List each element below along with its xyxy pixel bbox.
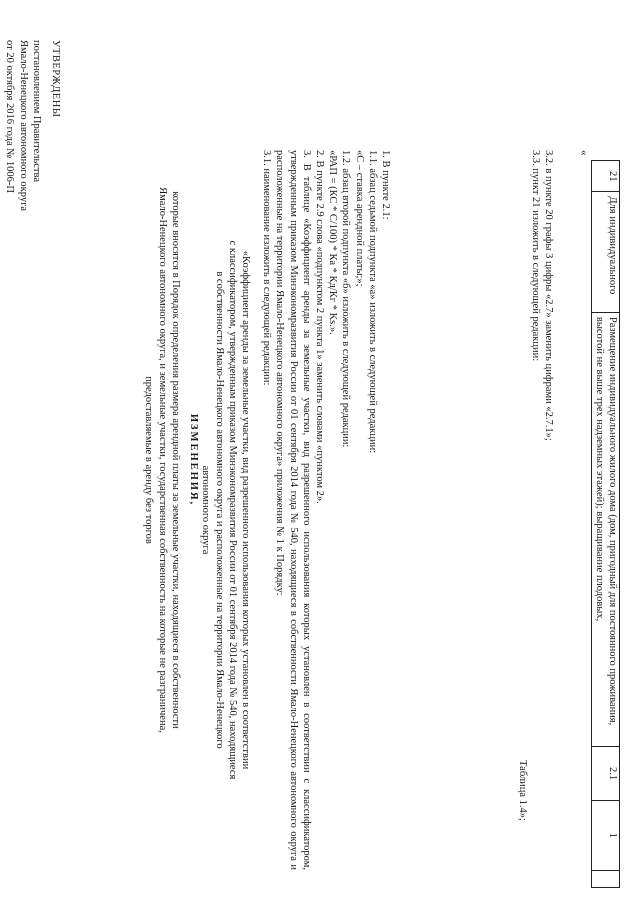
row-empty-cell xyxy=(592,870,620,887)
opening-quote-mark: « xyxy=(578,150,590,156)
quoted-name-block xyxy=(199,150,252,870)
approval-line: Ямало-Ненецкого автономного округа xyxy=(18,40,29,212)
quote-line: автономного округа xyxy=(200,465,212,555)
row-description-cell: Размещение индивидуального жилого дома (дом, пригодный для постоянного проживания, высотой не выше трех надземных этажей); выращивание плодовых, xyxy=(592,312,620,746)
paragraph-3-1: 3.1. наименование изложить в следующей редакции: xyxy=(261,150,273,386)
paragraph-3: 3. В таблице «Коэффициент аренды за земельные участки, вид разрешенного использования которых установлен в соответствии с классификатором, утвержденным приказом Минэкономразвития России от 01 сентября 2014 года № 540, находящиеся в собственности Ямало-Ненецкого автономного округа и расположенные на территории Ямало-Ненецкого автономного округа» приложения № 1 к Порядку: xyxy=(274,150,312,870)
row-value-cell: 1 xyxy=(592,800,620,870)
document-title: ИЗМЕНЕНИЯ, xyxy=(188,413,199,507)
quote-line: с классификатором, утвержденным приказом Минэкономразвития России от 01 сентября 2014 года № 540, находящиеся xyxy=(226,240,238,780)
quote-line: в собственности Ямало-Ненецкого автономного округа и расположенные на территории Ямало-Ненецкого xyxy=(213,271,225,749)
paragraph-1-1-text: «С – ставка арендной платы;»; xyxy=(353,150,365,287)
table-row xyxy=(592,161,620,888)
subtitle-line: Ямало-Ненецкого автономного округа, и земельные участки, государственная собственность на которые не разграничена, xyxy=(157,187,168,733)
paragraph-1: 1. В пункте 2.1: xyxy=(380,150,391,220)
subtitle-line: предоставляемые в аренду без торгов xyxy=(143,376,155,544)
amendments-body xyxy=(193,150,392,870)
row-code-cell: 2.1 xyxy=(592,747,620,801)
paragraph-1-2-text: «РАП = (КС * С/100) * Ка * Кд/Кг * Ks.». xyxy=(327,150,339,335)
approval-line: постановлением Правительства xyxy=(31,40,43,183)
paragraph-1-1: 1.1. абзац седьмой подпункта «а» изложить в следующей редакции: xyxy=(366,150,378,454)
approval-stamp xyxy=(3,40,62,460)
final-paragraphs xyxy=(529,150,555,550)
subtitle-line: которые вносятся в Порядок определения размера арендной платы за земельные участки, находящиеся в собственности xyxy=(170,191,182,729)
row-name-cell: Для индивидуального xyxy=(592,192,620,312)
amendment-table xyxy=(591,160,620,888)
paragraph-1-2: 1.2. абзац второй подпункта «б» изложить в следующей редакции: xyxy=(340,150,352,448)
paragraph-3-2: 3.2. в пункте 20 графы 3 цифры «2.7» заменить цифрами «2.7.1»; xyxy=(543,150,554,441)
row-number-cell: 21 xyxy=(592,161,620,192)
table-label: Таблица 1.4»; xyxy=(517,760,528,821)
approval-heading: УТВЕРЖДЕНЫ xyxy=(50,40,61,118)
paragraph-3-3: 3.3. пункт 21 изложить в следующей редакции: xyxy=(529,150,541,362)
quote-line: «Коэффициент аренды за земельные участки, вид разрешенного использования которых установлен в соответствии xyxy=(239,250,251,770)
paragraph-2: 2. В пункте 2.9 слова «подпунктом 2 пункта 1» заменить словами «пунктом 2». xyxy=(313,150,325,504)
approval-line: от 20 октября 2016 года № 1006-П xyxy=(4,40,16,193)
document-title-block xyxy=(142,150,200,770)
